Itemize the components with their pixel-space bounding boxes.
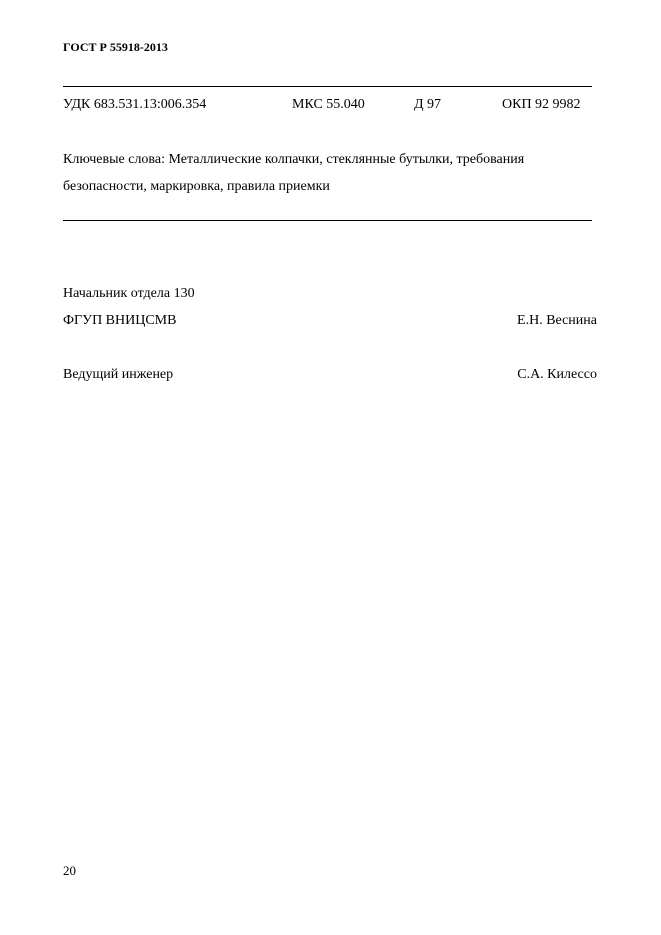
udk-code: УДК 683.531.13:006.354 [63,97,207,112]
bottom-divider [63,220,592,221]
keywords-line-1: Ключевые слова: Металлические колпачки, стеклянные бутылки, требования [63,152,525,167]
okp-code: ОКП 92 9982 [502,97,581,112]
signatory-name-1: Е.Н. Веснина [517,313,597,328]
d-code: Д 97 [414,97,442,112]
top-divider [63,86,592,87]
signatory-role-1: Начальник отдела 130 [63,286,195,301]
signatory-name-2: С.А. Килессо [517,367,597,382]
signatory-role-2: Ведущий инженер [63,367,174,382]
keywords-line-2: безопасности, маркировка, правила приемки [63,179,330,194]
mks-code: МКС 55.040 [292,97,365,112]
organization-name: ФГУП ВНИЦСМВ [63,313,177,328]
page-number: 20 [63,863,76,878]
document-header: ГОСТ Р 55918-2013 [63,40,168,54]
